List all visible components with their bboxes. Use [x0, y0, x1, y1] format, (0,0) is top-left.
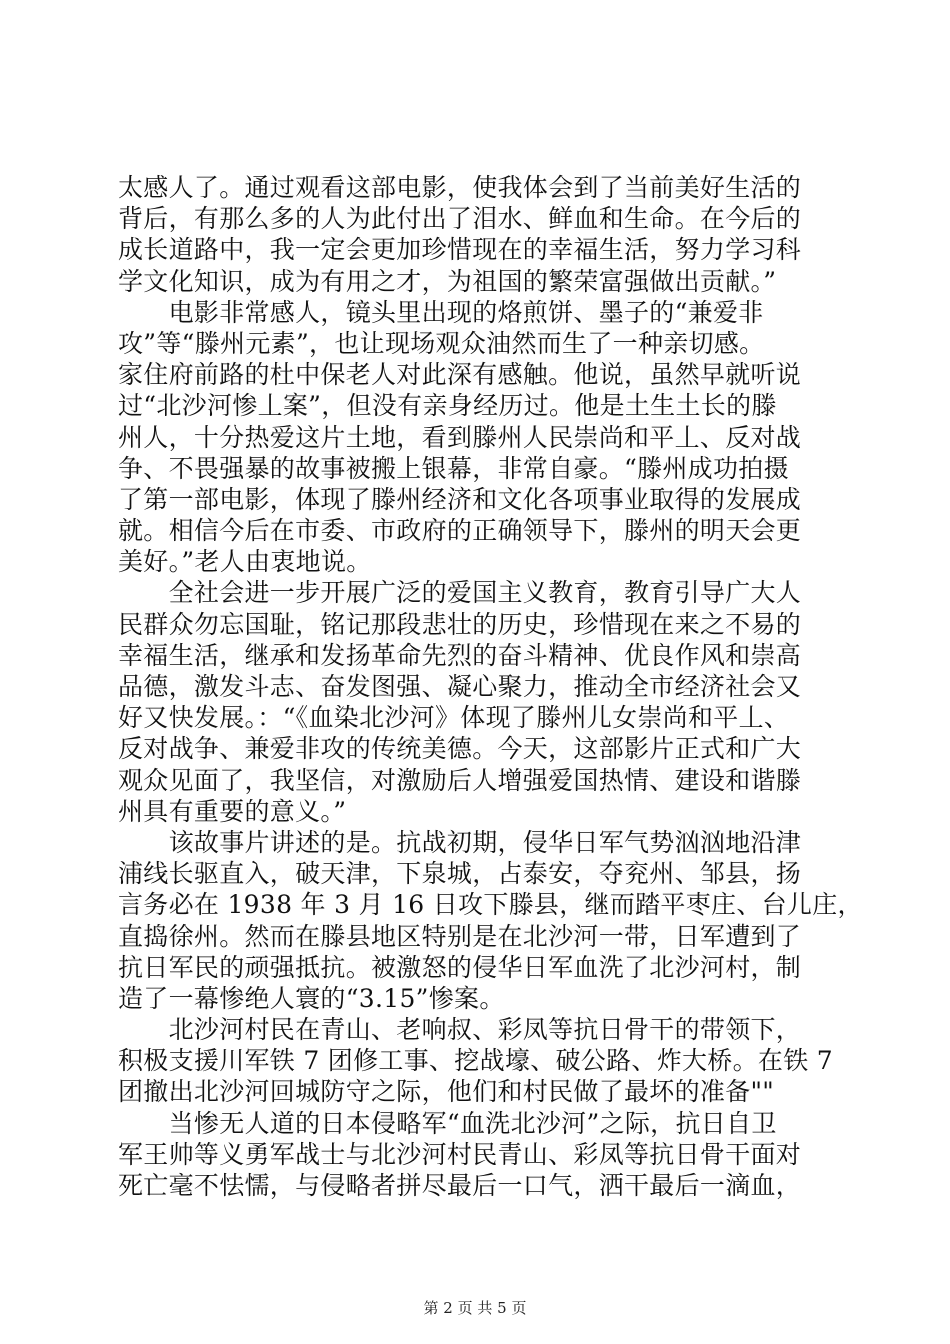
text-line: 团撤出北沙河回城防守之际，他们和村民做了最坏的准备""	[118, 1077, 775, 1107]
text-line: 军王帅等义勇军战士与北沙河村民青山、彩凤等抗日骨干面对	[118, 1139, 802, 1169]
text-line: 攻”等“滕州元素”，也让现场观众油然而生了一种亲切感。	[118, 328, 765, 358]
text-line: 州人，十分热爱这片土地，看到滕州人民崇尚和平丄、反对战	[118, 422, 802, 452]
text-line: 该故事片讲述的是。抗战初期，侵华日军气势汹汹地沿津	[118, 827, 802, 857]
page-number-footer: 第 2 页 共 5 页	[423, 1299, 527, 1317]
text-line: 言务必在 1938 年 3 月 16 日攻下滕县，继而踏平枣庄、台儿庄，	[118, 890, 863, 920]
text-line: 州具有重要的意义。”	[118, 796, 347, 826]
text-line: 北沙河村民在青山、老响叔、彩凤等抗日骨干的带领下，	[118, 1015, 802, 1045]
text-line: 家住府前路的杜中保老人对此深有感触。他说，虽然早就听说	[118, 360, 802, 390]
text-line: 死亡毫不怯懦，与侵略者拼尽最后一口气，洒干最后一滴血，	[118, 1171, 802, 1200]
text-line: 全社会进一步开展广泛的爱国主义教育，教育引导广大人	[118, 578, 802, 608]
text-line: 抗日军民的顽强抵抗。被激怒的侵华日军血洗了北沙河村，制	[118, 952, 802, 982]
text-line: 幸福生活，继承和发扬革命先烈的奋斗精神、优良作风和崇高	[118, 640, 802, 670]
text-line: 美好。”老人由衷地说。	[118, 547, 372, 577]
text-line: 当惨无人道的日本侵略军“血洗北沙河”之际，抗日自卫	[118, 1108, 777, 1138]
text-line: 品德，激发斗志、奋发图强、凝心聚力，推动全市经济社会又	[118, 672, 802, 701]
text-line: 太感人了。通过观看这部电影，使我体会到了当前美好生活的	[118, 173, 802, 202]
text-line: 了第一部电影，体现了滕州经济和文化各项事业取得的发展成	[118, 484, 802, 514]
text-line: 背后，有那么多的人为此付出了泪水、鲜血和生命。在今后的	[118, 204, 802, 234]
text-line: 观众见面了，我坚信，对激励后人增强爱国热情、建设和谐滕	[118, 765, 802, 795]
text-line: 学文化知识，成为有用之才，为祖国的繁荣富强做出贡献。”	[118, 266, 777, 296]
text-line: 浦线长驱直入，破天津，下泉城，占泰安，夺兖州、邹县，扬	[118, 859, 802, 889]
text-line: 就。相信今后在市委、市政府的正确领导下，滕州的明天会更	[118, 516, 802, 546]
text-line: 过“北沙河惨丄案”，但没有亲身经历过。他是土生土长的滕	[118, 391, 777, 421]
text-line: 争、不畏强暴的故事被搬上银幕，非常自豪。“滕州成功拍摄	[118, 453, 789, 483]
text-line: 反对战争、兼爱非攻的传统美德。今天，这部影片正式和广大	[118, 734, 802, 764]
text-line: 成长道路中，我一定会更加珍惜现在的幸福生活，努力学习科	[118, 235, 802, 265]
text-line: 直捣徐州。然而在滕县地区特别是在北沙河一带，日军遭到了	[118, 921, 802, 951]
text-line: 积极支援川军铁 7 团修工事、挖战壕、破公路、炸大桥。在铁 7	[118, 1046, 833, 1076]
body-text	[118, 172, 863, 1201]
text-line: 好又快发展。：“《血染北沙河》体现了滕州儿女崇尚和平丄、	[118, 703, 790, 733]
text-line: 民群众勿忘国耻，铭记那段悲壮的历史，珍惜现在来之不易的	[118, 609, 802, 639]
text-line: 电影非常感人，镜头里出现的烙煎饼、墨子的“兼爱非	[118, 297, 764, 327]
text-line: 造了一幕惨绝人寰的“3.15”惨案。	[118, 983, 505, 1013]
